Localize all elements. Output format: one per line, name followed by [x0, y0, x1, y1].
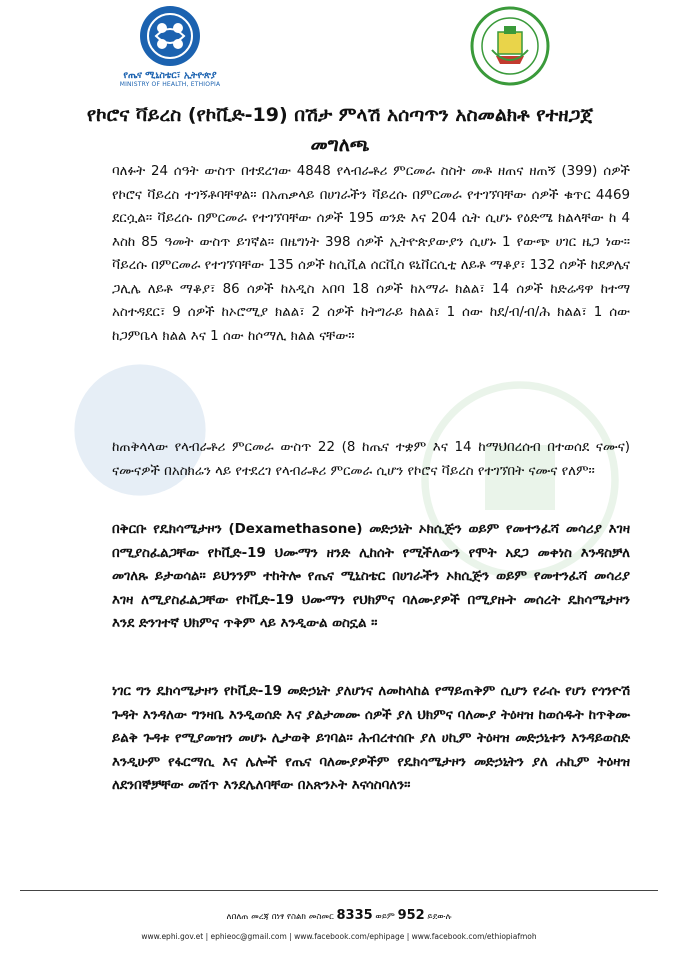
facebook-moh-link[interactable]: www.facebook.com/ethiopiafmoh	[411, 932, 537, 941]
email-link[interactable]: ephieoc@gmail.com	[210, 932, 287, 941]
website-link[interactable]: www.ephi.gov.et	[141, 932, 204, 941]
hotline-or: ወይም	[375, 912, 395, 922]
paragraph-autopsy-samples: ከጠቅላላው የላብራቶሪ ምርመራ ውስጥ 22 (8 ከጤና ተቋም እና 14 ከማህበረሰብ በተወሰደ ናሙና) ናሙናዎች በአስክሬን ላይ የተደረገ የላብራቶሪ ምርመራ ሲሆን የኮሮና ቫይረስ የተገኘበት ናሙና የለም።	[112, 440, 630, 479]
hotline-number-1: 8335	[336, 908, 373, 923]
hotline-suffix: ይደውሉ	[427, 912, 452, 922]
moh-name-english: MINISTRY OF HEALTH, ETHIOPIA	[119, 81, 221, 88]
ephi-seal-icon	[470, 6, 550, 86]
moh-name-amharic: የጤና ሚኒስቴር፣ ኢትዮጵያ	[123, 70, 217, 81]
footer-divider	[20, 890, 658, 891]
document-title: የኮሮና ቫይረስ (የኮቪድ-19) በሽታ ምላሽ አሰጣጥን አስመልክቶ የተዘጋጀ መግለጫ	[86, 104, 594, 156]
ephi-logo	[470, 6, 550, 90]
moh-logo	[100, 4, 240, 88]
hotline-number-2: 952	[397, 908, 425, 923]
footer-contacts: www.ephi.gov.et | ephieoc@gmail.com | www.facebook.com/ephipage | www.facebook.com/ethiopiafmoh	[141, 932, 537, 941]
facebook-ephi-link[interactable]: www.facebook.com/ephipage	[294, 932, 405, 941]
paragraph-dexamethasone-use: በቅርቡ የዴክሳሜታዞን (Dexamethasone) መድኃኒት ኦክሲጅን ወይም የመተንፈሻ መሳሪያ እገዛ በሚያስፈልጋቸው የኮቪድ-19 ህሙማን ዘንድ ሊከሰት የሚችለውን የሞት አደጋ መቀነስ እንዳስቻለ መገለጹ ይታወሳል። ይህንንም ተከትሎ የጤና ሚኒስቴር በሀገራችን ኦክሲጅን ወይም የመተንፈሻ መሳሪያ እገዛ ለሚያስፈልጋቸው የኮቪድ-19 ህሙማን የህክምና ባለሙያዎች በሚያዙት መሰረት ዴክሳሜታዞን እንደ ድንገተኛ ህክምና ጥቅም ላይ እንዲውል ወስኗል ።	[112, 522, 630, 631]
hotline-prefix: ለበለጠ መረጃ በነፃ የስልክ መስመር	[226, 912, 334, 922]
paragraph-case-report: ባለፉት 24 ሰዓት ውስጥ በተደረገው 4848 የላብራቶሪ ምርመራ ስስት መቶ ዘጠና ዘጠኝ (399) ሰዎች የኮሮና ቫይረስ ተገኝቶባቸዋል። በአጠቃላይ በሀገራችን ቫይረሱ በምርመራ የተገኘባቸው ሰዎች ቁጥር 4469 ደርሷል። ቫይረሱ በምርመራ የተገኘባቸው ሰዎች 195 ወንድ እና 204 ሴት ሲሆኑ የዕድሜ ክልላቸው ከ 4 እስከ 85 ዓመት ውስጥ ይገኛል። በዜግነት 398 ሰዎች ኢትዮጵያውያን ሲሆኑ 1 የውጭ ሀገር ዜጋ ነው። ቫይረሱ በምርመራ የተገኘባቸው 135 ሰዎች ከሲቪል ሰርቪስ ዩኒቨርሲቲ ለይቶ ማቆያ፣ 132 ሰዎች ከደዎሌና ጋሊሌ ለይቶ ማቆያ፣ 86 ሰዎች ከአዲስ አበባ 18 ሰዎች ከአማራ ክልል፣ 14 ሰዎች ከድሬዳዋ ከተማ አስተዳደር፣ 9 ሰዎች ከኦሮሚያ ክልል፣ 2 ሰዎች ከትግራይ ክልል፣ 1 ሰው ከደ/ብ/ብ/ሕ ክልል፣ 1 ሰው ከጋምቤላ ክልል እና 1 ሰው ከሶማሊ ክልል ናቸው።	[112, 164, 630, 344]
moh-emblem-icon	[138, 4, 202, 68]
footer-hotline	[0, 908, 678, 923]
paragraph-dexamethasone-warning: ነገር ግን ዴክሳሜታዞን የኮቪድ-19 መድኃኒት ያለሆነና ለመከላከል የማይጠቅም ሲሆን የራሱ የሆነ የጎንዮሽ ጉዳት እንዳለው ግንዛቤ እንዲወሰድ እና ያልታመሙ ሰዎች ያለ ህክምና ባለሙያ ትዕዛዝ ከወሰዱት ከጥቅሙ ይልቅ ጉዳቱ የሚያመዝን መሆኑ ሊታወቅ ይገባል። ሕብረተሰቡ ያለ ሀኪም ትዕዛዝ መድኃኒቱን እንዳይወስድ እንዲሁም የፋርማሲ እና ሌሎች የጤና ባለሙያዎችም የዴክሳሜታዞን መድኃኒትን ያለ ሐኪም ትዕዛዝ ለደንበኞቻቸው መሸጥ እንደሌለባቸው በአጽንኦት እናሳስባለን።	[112, 684, 630, 793]
